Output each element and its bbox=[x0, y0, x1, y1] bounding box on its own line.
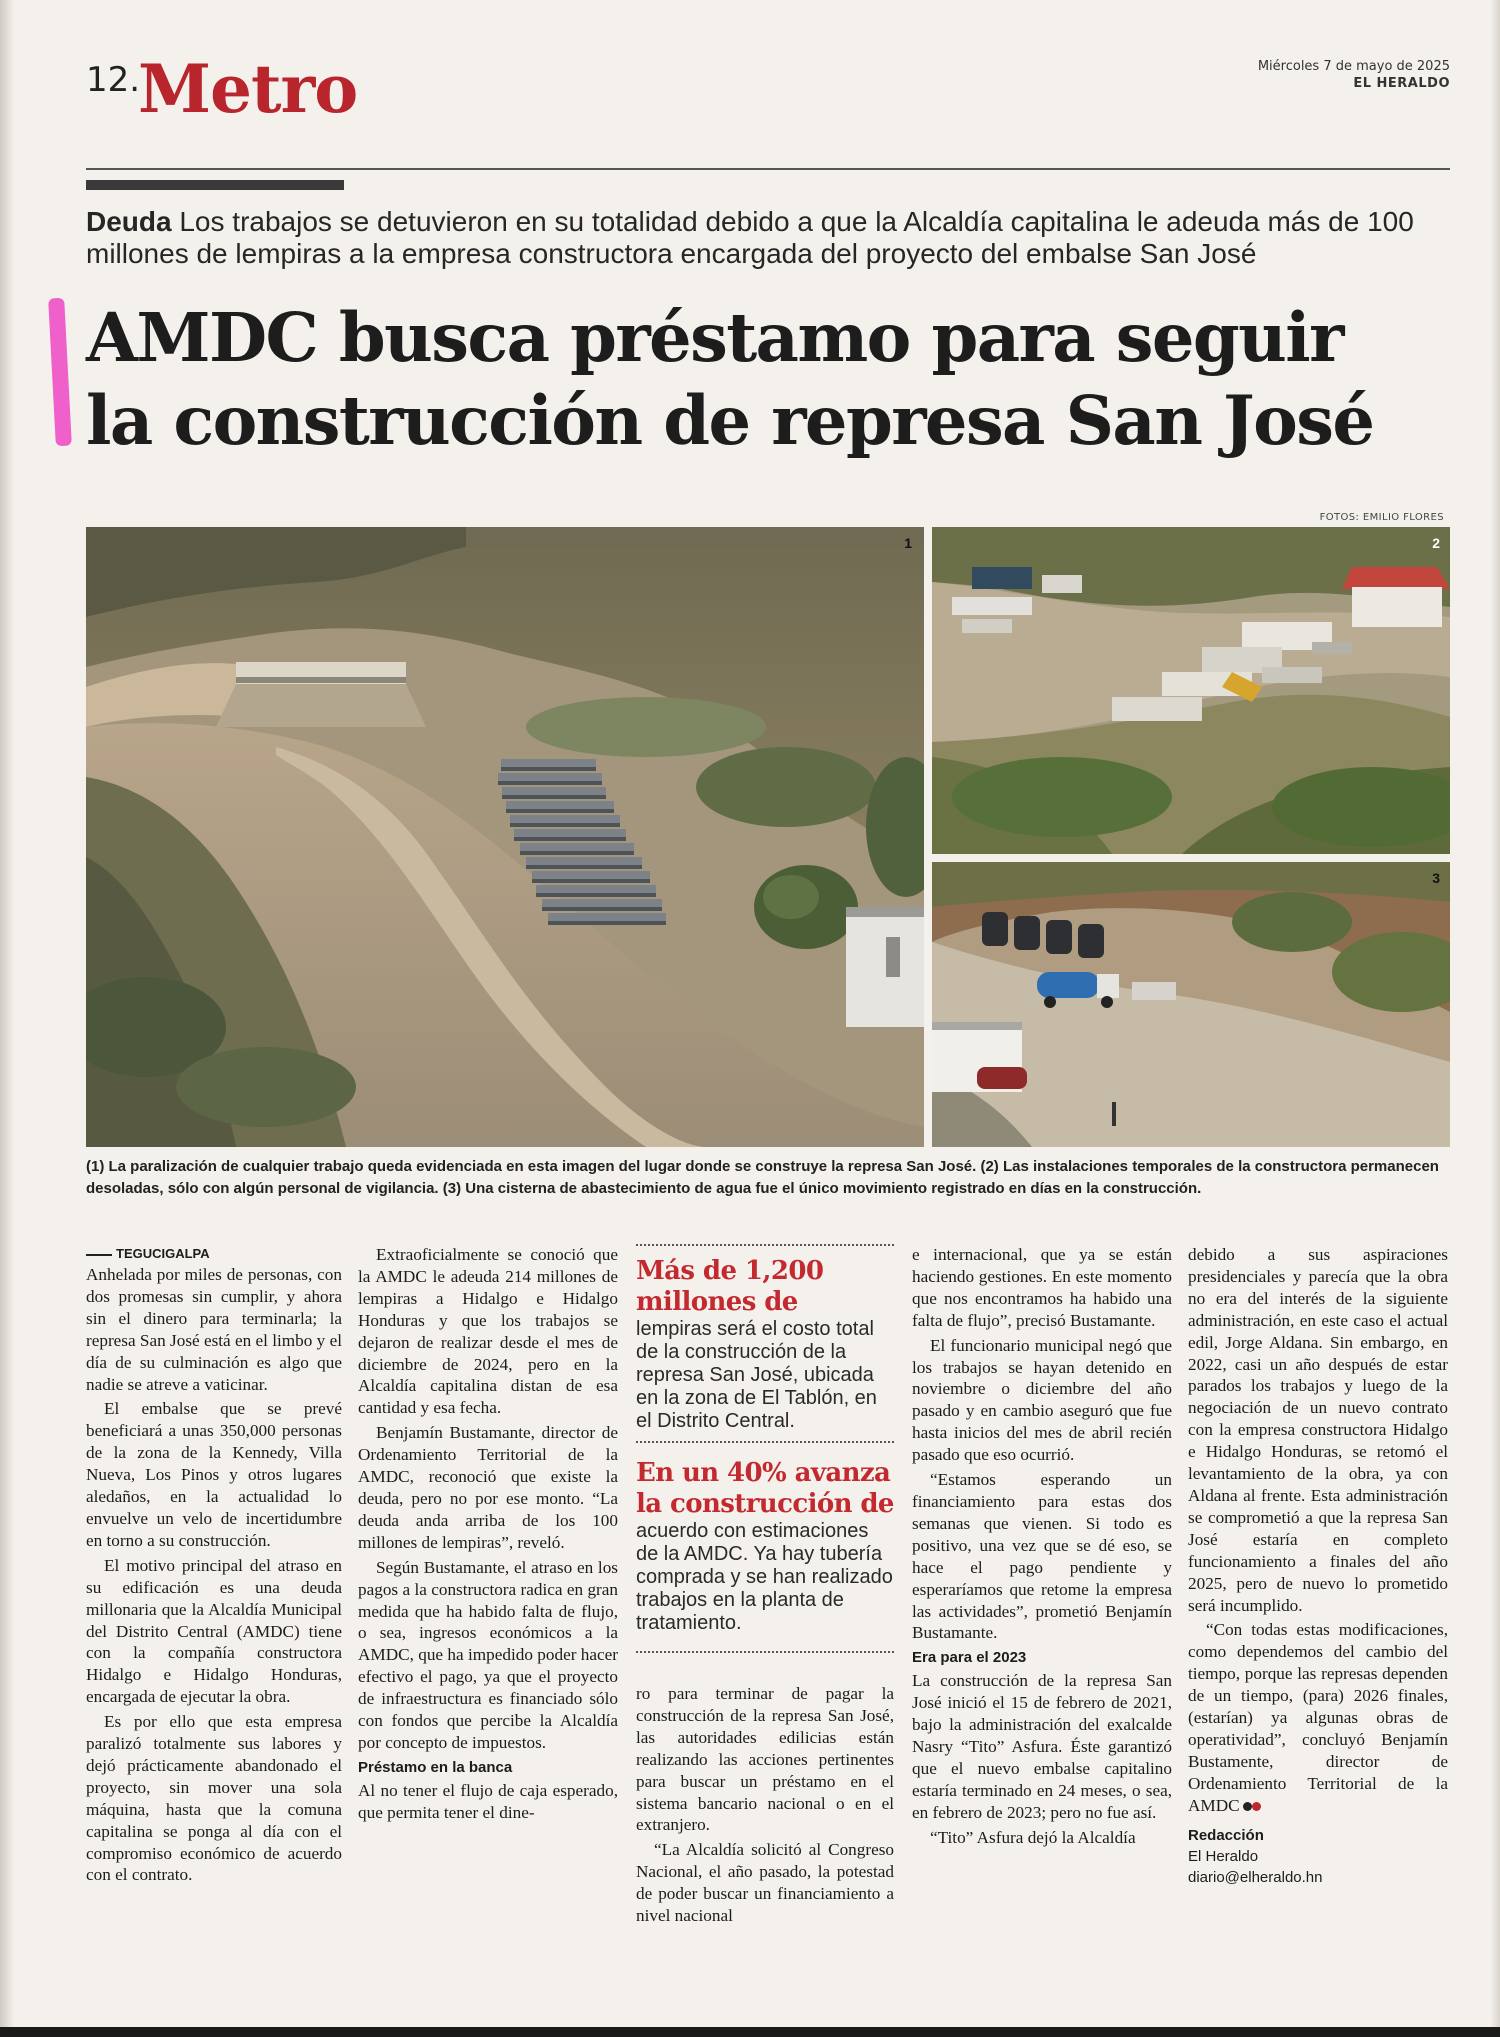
pullquote-cost bbox=[636, 1244, 894, 1443]
photo-dam-site bbox=[86, 527, 924, 1147]
paragraph: “Estamos esperando un financiamiento para estas dos semanas que vienen. Si todo es positivo, una vez que se dé eso, se hace el pago pendiente y esperaríamos que retome la empresa las actividades”, prometió Benjamín Bustamante. bbox=[912, 1470, 1172, 1643]
paragraph: Es por ello que esta empresa paralizó totalmente sus labores y dejó prácticamente abandonado el proyecto, sin mover una sola máquina, hasta que la comuna capitalina se ponga al día con el compromiso económico de acuerdo con el contrato. bbox=[86, 1712, 342, 1885]
issue-date: Miércoles 7 de mayo de 2025 bbox=[1257, 59, 1450, 74]
paragraph: El motivo principal del atraso en su edificación es una deuda millonaria que la Alcaldía Municipal del Distrito Central (AMDC) tiene con la compañía constructora Hidalgo e Hidalgo Honduras, encargada de ejecutar la obra. bbox=[86, 1555, 342, 1707]
paragraph: El embalse que se prevé beneficiará a unas 350,000 personas de la zona de la Kennedy, Villa Nueva, Los Pinos y otros lugares aledaños, en la actualidad lo envuelve un velo de incertidumbre en torno a su construcción. bbox=[86, 1399, 342, 1550]
final-text: “Con todas estas modificaciones, como dependemos del cambio del tiempo, porque las represas dependen de un tiempo, (para) 2026 finales, (estarían) ya algunas obras de operatividad”, concluyó Benjamín Bustamente, director de Ordenamiento Territorial de la AMDC bbox=[1188, 1620, 1448, 1815]
headline bbox=[86, 296, 1466, 462]
paragraph: e internacional, que ya se están haciendo gestiones. En este momento que nos encontramos ha habido una falta de flujo”, precisó Bustamante. bbox=[912, 1245, 1172, 1330]
headline-line-1: AMDC busca préstamo para seguir bbox=[86, 298, 1343, 377]
section-title: Metro bbox=[138, 50, 358, 128]
paragraph: ro para terminar de pagar la construcción de la represa San José, las autoridades edilicias están realizando las acciones pertinentes para buscar un préstamo en el sistema bancario nacional o en el extranjero. bbox=[636, 1684, 894, 1835]
end-dot-red-icon bbox=[1252, 1802, 1261, 1811]
dateline-dash bbox=[86, 1254, 112, 1256]
end-dots-icon bbox=[1243, 1802, 1252, 1811]
kicker bbox=[86, 206, 1456, 270]
photo-credit: FOTOS: EMILIO FLORES bbox=[1319, 512, 1444, 523]
pullquote-text: lempiras será el costo total de la construcción de la represa San José, ubicada en la zona de El Tablón, en el Distrito Central. bbox=[636, 1318, 877, 1432]
article-column-3 bbox=[636, 1683, 894, 1930]
header-rule bbox=[86, 168, 1450, 170]
dateline bbox=[1258, 58, 1450, 92]
paragraph: El funcionario municipal negó que los trabajos se hayan detenido en noviembre o diciembre del año pasado y en cambio aseguró que fue hasta inicios del mes de abril recién pasado que eso ocurrió. bbox=[912, 1335, 1172, 1465]
article-column-1 bbox=[86, 1244, 342, 1889]
pullquote-text: acuerdo con estimaciones de la AMDC. Ya hay tubería comprada y se han realizado trabajos en la planta de tratamiento. bbox=[636, 1520, 893, 1634]
paragraph: Benjamín Bustamante, director de Ordenamiento Territorial de la AMDC, reconoció que existe la deuda, pero no por ese monto. “La deuda anda arriba de los 100 millones de lempiras”, reveló. bbox=[358, 1423, 618, 1552]
headline-line-2: la construcción de represa San José bbox=[86, 381, 1374, 460]
pullquote-highlight: Más de 1,200 millones de bbox=[636, 1256, 824, 1317]
subheading-prestamo: Préstamo en la banca bbox=[358, 1758, 513, 1776]
article-column-4 bbox=[912, 1244, 1172, 1851]
article-column-5 bbox=[1188, 1244, 1448, 1888]
paragraph: Según Bustamante, el atraso en los pagos a la constructora radica en gran medida que ha habido falta de flujo, o sea, ingresos económicos a la AMDC, que ha impedido poder hacer efectivo el pago, ya que el proyecto de infraestructura es financiado sólo con fondos que percibe la Alcaldía por concepto de impuestos. bbox=[358, 1557, 618, 1752]
paragraph: Anhelada por miles de personas, con dos promesas sin cumplir, y ahora sin el dinero para terminarla; la represa San José está en el limbo y el día de su culminación es algo que nadie se atreve a vaticinar. bbox=[86, 1265, 342, 1394]
dateline-city: TEGUCIGALPA bbox=[116, 1246, 210, 1261]
paragraph: Al no tener el flujo de caja esperado, que permita tener el dine- bbox=[358, 1780, 618, 1822]
page-bottom-edge bbox=[0, 2027, 1500, 2037]
pullquote-progress bbox=[636, 1458, 894, 1653]
photo-number-3: 3 bbox=[1432, 870, 1440, 886]
photo-caption: (1) La paralización de cualquier trabajo queda evidenciada en esta imagen del lugar donde se construye la represa San José. (2) Las instalaciones temporales de la constructora permanecen desoladas, sólo con algún personal de vigilancia. (3) Una cisterna de abastecimiento de agua fue el único movimiento registrado en días en la construcción. bbox=[86, 1158, 1439, 1197]
paragraph-final bbox=[1188, 1619, 1448, 1816]
pullquote-highlight: En un 40% avanza la construcción de bbox=[636, 1458, 894, 1519]
header-bar bbox=[86, 180, 344, 190]
byline-name: El Heraldo bbox=[1188, 1847, 1259, 1865]
byline-email: diario@elheraldo.hn bbox=[1188, 1868, 1323, 1886]
paragraph: “Tito” Asfura dejó la Alcaldía bbox=[930, 1827, 1136, 1847]
page-number: 12. bbox=[86, 60, 141, 100]
photo-water-truck bbox=[932, 862, 1450, 1147]
byline-label: Redacción bbox=[1188, 1826, 1264, 1844]
page-edge-right bbox=[1490, 0, 1500, 2037]
page-edge-left bbox=[0, 0, 14, 2037]
paragraph: debido a sus aspiraciones presidenciales y parecía que la obra no era del interés de la siguiente administración, en este caso el actual edil, Jorge Aldana. Sin embargo, en 2022, casi un año después de estar parados los trabajos y luego de la negociación de un nuevo contrato con la empresa constructora Hidalgo e Hidalgo Honduras, se retomó el levantamiento de la obra, ya con Aldana al frente. Esta administración se comprometió a que la represa San José estaría en completo funcionamiento a finales del año 2025, pero de nuevo lo prometido será incumplido. bbox=[1188, 1245, 1448, 1615]
paragraph: La construcción de la represa San José inició el 15 de febrero de 2021, bajo la administración del exalcalde Nasry “Tito” Asfura. Éste garantizó que el nuevo embalse capitalino estaría terminado en 24 meses, o sea, en febrero de 2023; pero no fue así. bbox=[912, 1671, 1172, 1822]
dateline-place bbox=[86, 1244, 342, 1264]
kicker-label: Deuda bbox=[86, 206, 172, 237]
highlighter-mark bbox=[48, 298, 72, 447]
photo-construction-camp bbox=[932, 527, 1450, 854]
paragraph: Extraoficialmente se conoció que la AMDC le adeuda 214 millones de lempiras a Hidalgo e Hidalgo Honduras y que los trabajos se dejaron de realizar desde el mes de diciembre de 2024, pero en la Alcaldía capitalina distan de esa cantidad y esa fecha. bbox=[358, 1245, 618, 1418]
paragraph: “La Alcaldía solicitó al Congreso Nacional, el año pasado, la potestad de poder buscar un financiamiento a nivel nacional bbox=[636, 1840, 894, 1926]
article-column-2 bbox=[358, 1244, 618, 1827]
photo-number-2: 2 bbox=[1432, 535, 1440, 551]
photo-number-1: 1 bbox=[904, 535, 912, 551]
subheading-2023: Era para el 2023 bbox=[912, 1649, 1027, 1667]
kicker-text: Los trabajos se detuvieron en su totalidad debido a que la Alcaldía capitalina le adeuda más de 100 millones de lempiras a la empresa constructora encargada del proyecto del embalse San José bbox=[86, 206, 1414, 269]
newspaper-name: EL HERALDO bbox=[1353, 76, 1450, 91]
